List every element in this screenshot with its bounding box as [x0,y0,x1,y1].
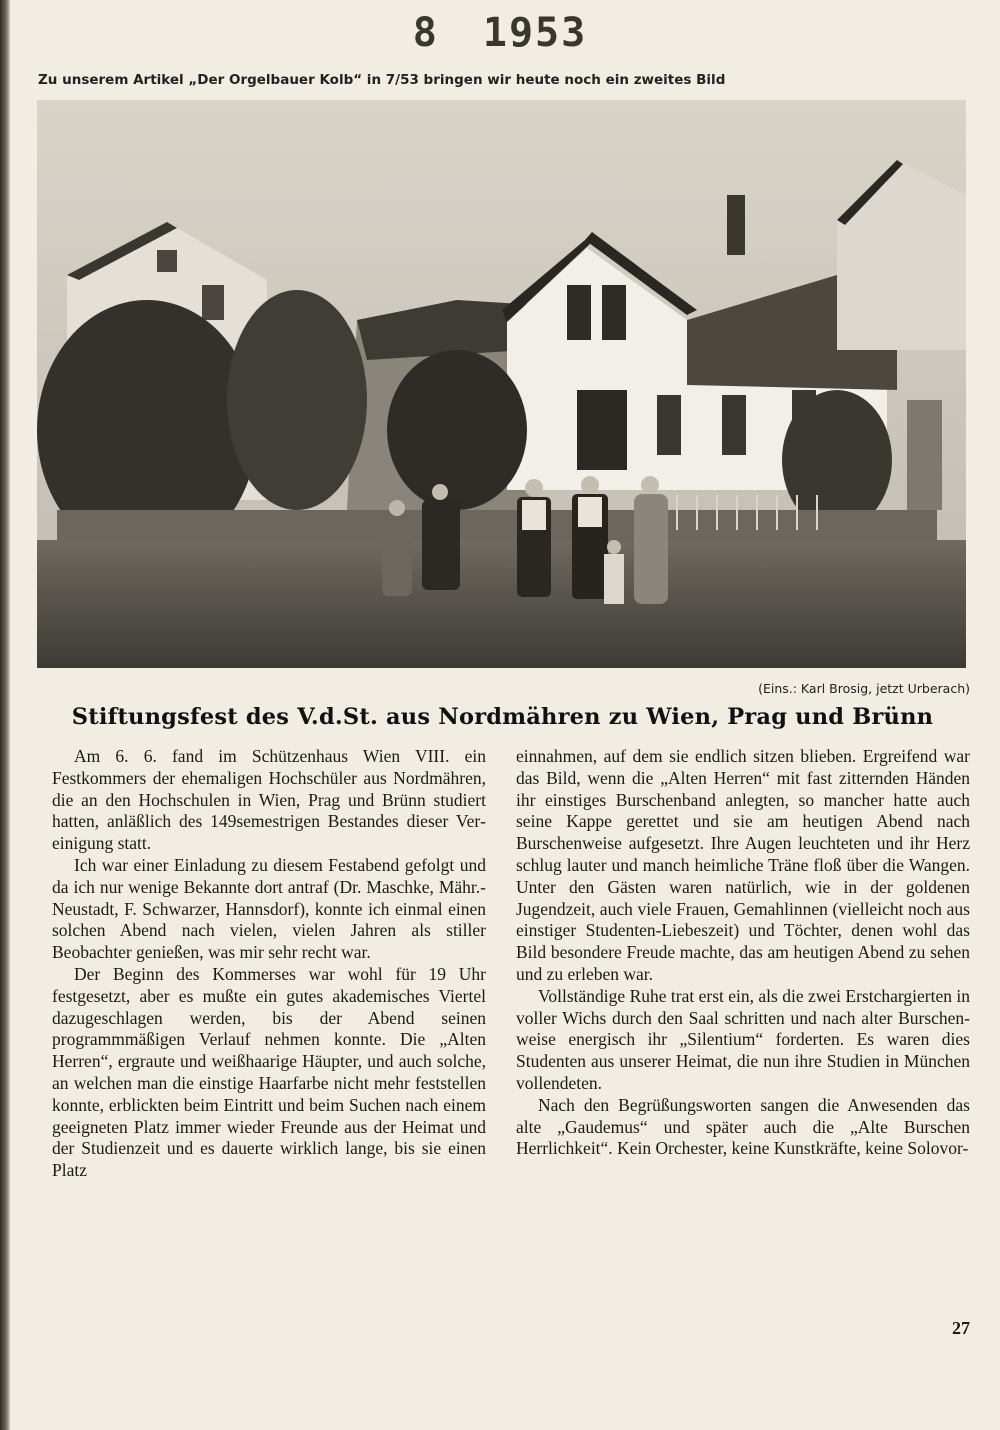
paragraph: Nach den Begrüßungsworten sangen die Anwesenden das alte „Gaudemus“ und später auch die „Alte Burschen Herrlichkeit“. Kein Orchester, keine Kunstkräfte, keine Solovor- [516,1094,970,1159]
issue-year: 1953 [482,10,588,56]
paragraph: Ich war einer Einladung zu diesem Festabend gefolgt und da ich nur wenige Bekannte dort antraf (Dr. Maschke, Mähr.-Neustadt, F. Schwarzer, Hannsdorf), konnte ich einmal einen solchen Abend nach vielen, vielen Jahren als stiller Beobachter genießen, was mir sehr recht war. [52,854,486,963]
page-binding-edge [0,0,10,1430]
house-and-family-photo [37,100,966,668]
historical-photo [37,100,966,668]
page-number: 27 [952,1318,970,1338]
photo-intro-caption: Zu unserem Artikel „Der Orgelbauer Kolb“ in 7/53 bringen wir heute noch ein zweites Bild [38,72,726,88]
article-headline: Stiftungsfest des V.d.St. aus Nordmähren zu Wien, Prag und Brünn [71,704,934,730]
paragraph: Vollständige Ruhe trat erst ein, als die zwei Erstchargierten in voller Wichs durch den Saal schritten und nach alter Burschenweise energisch ihr „Silentium“ forderten. Es waren dies Studenten aus unserer Heimat, die nun ihre Studien in München vollendeten. [516,985,970,1093]
paragraph: einnahmen, auf dem sie endlich sitzen blieben. Ergreifend war das Bild, wenn die „Alten Herren“ mit fast zitternden Händen ihr einstiges Burschenband anlegten, so mancher hatte auch seine Kappe gerettet und sie am heutigen Abend nach Burschenweise aufgesetzt. Ihre Augen leuchteten und ihr Herz schlug lauter und manch heimliche Träne floß über die Wangen. Unter den Gästen waren natürlich, wie in der goldenen Jugendzeit, auch viele Frauen, Gemahlinnen (vielleicht noch aus einstiger Studenten-Liebeszeit) und Töchter, denen wohl das Bild besondere Freude machte, das am heutigen Abend zu sehen und zu erleben war. [516,746,970,984]
article-column-right [516,746,970,1160]
paragraph: Am 6. 6. fand im Schützenhaus Wien VIII. ein Festkommers der ehemaligen Hochschüler aus Nordmähren, die an den Hochschulen in Wien, Prag und Brünn studiert hatten, anläßlich des 149semestrigen Bestandes dieser Vereinigung statt. [52,746,486,854]
issue-number: 8 [412,10,439,56]
photo-credit: (Eins.: Karl Brosig, jetzt Urberach) [758,681,970,696]
article-column-left [52,746,486,1182]
paragraph: Der Beginn des Kommerses war wohl für 19 Uhr festgesetzt, aber es mußte ein gutes akademisches Viertel dazugeschlagen werden, bis der Abend seinen programmmäßigen Verlauf nehmen konnte. Die „Alten Herren“, ergraute und weißhaarige Häupter, und auch solche, an welchen man die einstige Haarfarbe nicht mehr feststellen konnte, erblickten beim Eintritt und beim Suchen nach einem geeigneten Platz immer wieder Freunde aus der Heimat und der Studienzeit und es dauerte wirklich lange, bis sie einen Platz [52,963,486,1181]
issue-stamp [0,10,1000,56]
